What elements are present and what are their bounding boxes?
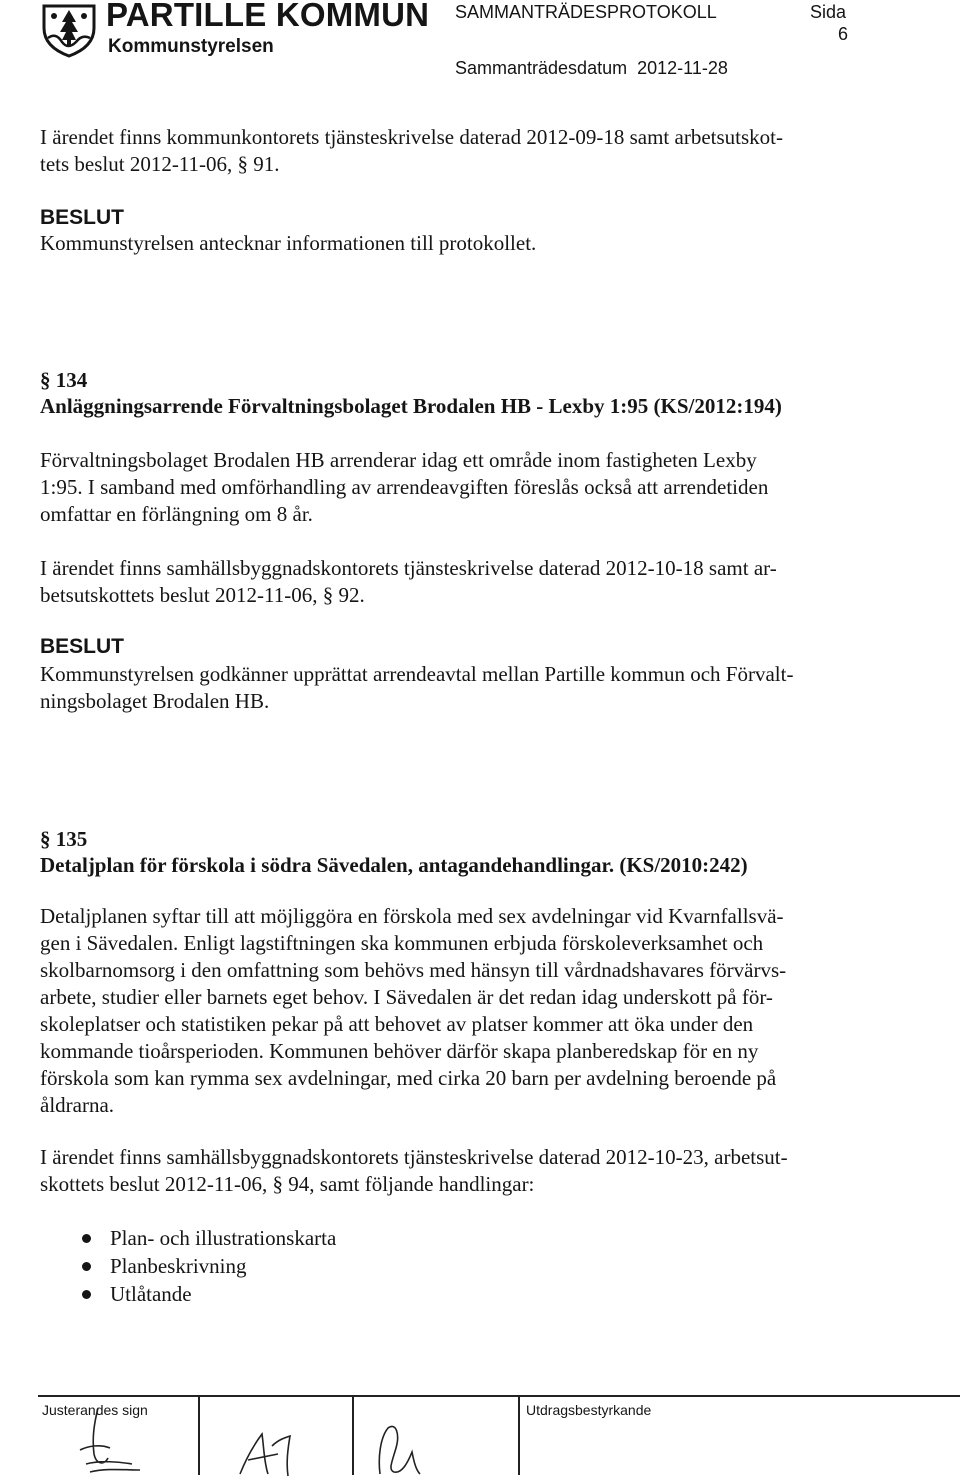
list-item bbox=[40, 1280, 336, 1308]
section-title-text: Detaljplan för förskola i södra Sävedalen, antagandehandlingar. bbox=[40, 853, 615, 877]
paragraph-line: betsutskottets beslut 2012-11-06, § 92. bbox=[40, 583, 365, 607]
extract-certification-label: Utdragsbestyrkande bbox=[526, 1402, 652, 1418]
municipality-logo bbox=[40, 2, 98, 58]
bullet-icon bbox=[82, 1234, 91, 1243]
paragraph-line: Förvaltningsbolaget Brodalen HB arrenderar idag ett område inom fastigheten Lexby bbox=[40, 448, 757, 472]
signature-3 bbox=[362, 1418, 442, 1478]
section-title: Anläggningsarrende Förvaltningsbolaget Brodalen HB - Lexby 1:95 (KS/2012:194) bbox=[40, 394, 782, 418]
paragraph-line: kommande tioårsperioden. Kommunen behöver därför skapa planberedskap för en ny bbox=[40, 1039, 759, 1063]
footer-separator bbox=[198, 1395, 200, 1475]
case-reference: (KS/2010:242) bbox=[619, 853, 748, 877]
meeting-date-label: Sammanträdesdatum bbox=[455, 58, 628, 78]
section-number: § 135 bbox=[40, 827, 88, 851]
adjusters-sign-label: Justerandes sign bbox=[42, 1402, 148, 1418]
paragraph-line: arbete, studier eller barnets eget behov. I Sävedalen är det redan idag underskott på för- bbox=[40, 985, 773, 1009]
paragraph-line: I ärendet finns kommunkontorets tjänsteskrivelse daterad 2012-09-18 samt arbetsutskot- bbox=[40, 125, 783, 149]
beslut-text: Kommunstyrelsen godkänner upprättat arrendeavtal mellan Partille kommun och Förvalt- bbox=[40, 662, 794, 686]
attachments-list bbox=[40, 1224, 336, 1308]
paragraph-line: omfattar en förlängning om 8 år. bbox=[40, 502, 313, 526]
list-item-text: Planbeskrivning bbox=[110, 1254, 247, 1278]
footer-separator bbox=[518, 1395, 520, 1475]
org-name: PARTILLE KOMMUN bbox=[106, 0, 430, 33]
coat-of-arms-icon bbox=[40, 2, 98, 58]
paragraph-line: åldrarna. bbox=[40, 1093, 115, 1117]
paragraph-line: 1:95. I samband med omförhandling av arrendeavgiften föreslås också att arrendetiden bbox=[40, 475, 769, 499]
meeting-date-value: 2012-11-28 bbox=[637, 58, 728, 78]
signature-2 bbox=[228, 1424, 328, 1478]
section-title bbox=[40, 852, 748, 879]
beslut-heading: BESLUT bbox=[40, 206, 124, 229]
page-number: 6 bbox=[838, 24, 849, 44]
paragraph-line: tets beslut 2012-11-06, § 91. bbox=[40, 152, 280, 176]
footer-separator bbox=[352, 1395, 354, 1475]
document-type: SAMMANTRÄDESPROTOKOLL bbox=[455, 2, 717, 22]
paragraph-line: gen i Sävedalen. Enligt lagstiftningen ska kommunen erbjuda förskoleverksamhet och bbox=[40, 931, 764, 955]
beslut-heading: BESLUT bbox=[40, 635, 124, 658]
paragraph-line: I ärendet finns samhällsbyggnadskontorets tjänsteskrivelse daterad 2012-10-23, arbetsut- bbox=[40, 1145, 788, 1169]
paragraph-line: Detaljplanen syftar till att möjliggöra en förskola med sex avdelningar vid Kvarnfallsvä- bbox=[40, 904, 784, 928]
meeting-date bbox=[455, 58, 728, 78]
signature-1 bbox=[70, 1404, 160, 1476]
paragraph-line: skottets beslut 2012-11-06, § 94, samt följande handlingar: bbox=[40, 1172, 535, 1196]
org-unit: Kommunstyrelsen bbox=[108, 36, 274, 57]
paragraph-line: skoleplatser och statistiken pekar på att behovet av platser kommer att öka under den bbox=[40, 1012, 754, 1036]
page-label: Sida bbox=[810, 2, 847, 22]
list-item bbox=[40, 1252, 336, 1280]
paragraph-line: I ärendet finns samhällsbyggnadskontorets tjänsteskrivelse daterad 2012-10-18 samt ar- bbox=[40, 556, 777, 580]
paragraph-line: skolbarnomsorg i den omfattning som behövs med hänsyn till vårdnadshavares förvärvs- bbox=[40, 958, 787, 982]
list-item bbox=[40, 1224, 336, 1252]
list-item-text: Plan- och illustrationskarta bbox=[110, 1226, 337, 1250]
bullet-icon bbox=[82, 1290, 91, 1299]
paragraph-line: förskola som kan rymma sex avdelningar, med cirka 20 barn per avdelning beroende på bbox=[40, 1066, 777, 1090]
beslut-text: ningsbolaget Brodalen HB. bbox=[40, 689, 270, 713]
section-number: § 134 bbox=[40, 368, 88, 392]
beslut-text: Kommunstyrelsen antecknar informationen till protokollet. bbox=[40, 231, 537, 255]
list-item-text: Utlåtande bbox=[110, 1282, 192, 1306]
footer-divider bbox=[38, 1395, 960, 1397]
bullet-icon bbox=[82, 1262, 91, 1271]
